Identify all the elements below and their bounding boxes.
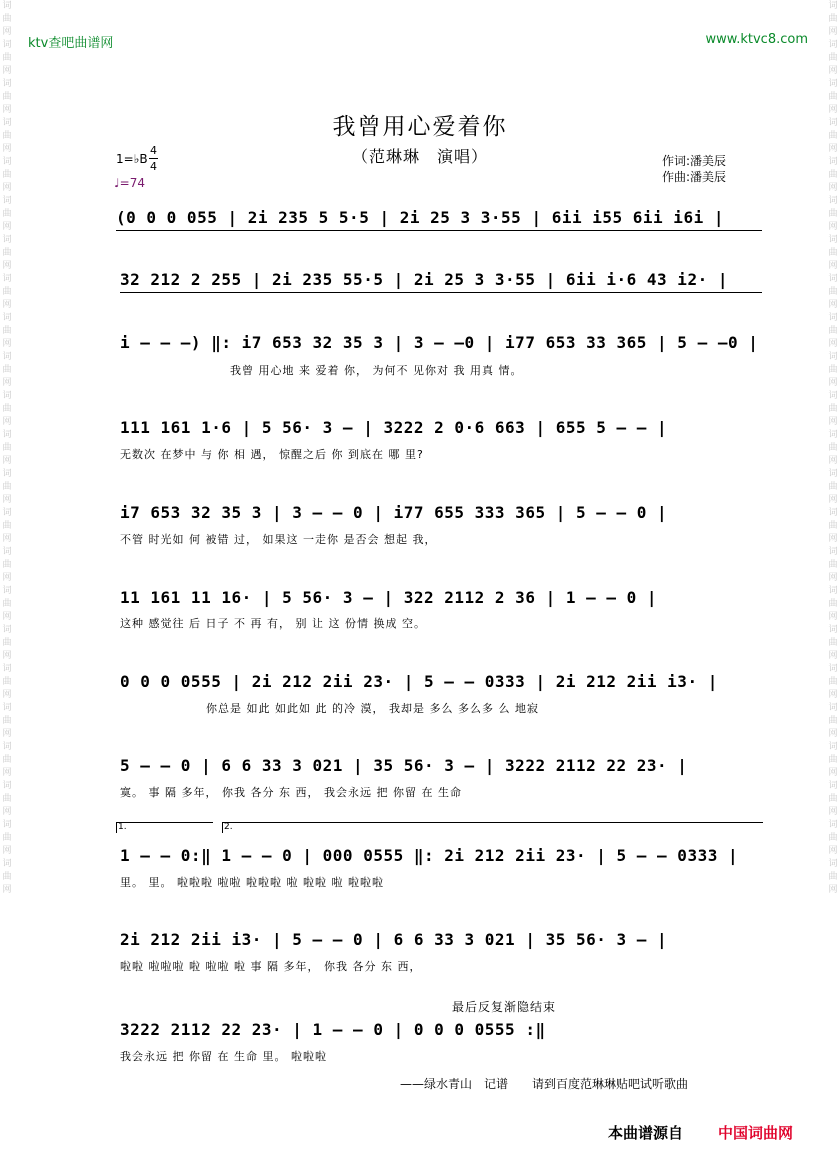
lyricist-credit: 作词:潘美辰 bbox=[662, 154, 727, 168]
score-row-7-notes: 0 0 0 0555 | 2i 212 2ii 23· | 5 – – 0333 | 2i 212 2ii i3· | bbox=[120, 672, 718, 691]
volta-1-label: 1. bbox=[118, 822, 127, 832]
score-row-6-lyrics: 这种 感觉往 后 日子 不 再 有， 别 让 这 份情 换成 空。 bbox=[120, 617, 426, 630]
score-row-3-lyrics: 我曾 用心地 来 爱着 你， 为何不 见你对 我 用真 情。 bbox=[230, 364, 523, 377]
composer-credit: 作曲:潘美辰 bbox=[662, 170, 727, 184]
score-row-8-lyrics: 寞。 事 隔 多年， 你我 各分 东 西， 我会永远 把 你留 在 生命 bbox=[120, 786, 462, 799]
time-signature-line bbox=[149, 158, 158, 159]
score-row-9-lyrics: 里。 里。 啦啦啦 啦啦 啦啦啦 啦 啦啦 啦 啦啦啦 bbox=[120, 876, 384, 889]
score-row-2-rule bbox=[120, 292, 762, 293]
song-title: 我曾用心爱着你 bbox=[332, 114, 508, 140]
score-row-11-notes: 3222 2112 22 23· | 1 – – 0 | 0 0 0 0555 :‖ bbox=[120, 1020, 546, 1039]
score-row-4-lyrics: 无数次 在梦中 与 你 相 遇， 惊醒之后 你 到底在 哪 里? bbox=[120, 448, 424, 461]
singer-line: （范琳琳 演唱） bbox=[351, 147, 488, 166]
score-row-10-lyrics: 啦啦 啦啦啦 啦 啦啦 啦 事 隔 多年， 你我 各分 东 西， bbox=[120, 960, 422, 973]
score-row-5-lyrics: 不管 时光如 何 被错 过， 如果这 一走你 是否会 想起 我， bbox=[120, 533, 437, 546]
key-signature: 1=♭B bbox=[116, 152, 148, 166]
header-site-left[interactable]: ktv查吧曲谱网 bbox=[28, 36, 114, 51]
score-row-11-lyrics: 我会永远 把 你留 在 生命 里。 啦啦啦 bbox=[120, 1050, 327, 1063]
volta-2-bracket bbox=[222, 822, 763, 833]
score-row-1-notes: (0 0 0 055 | 2i 235 5 5·5 | 2i 25 3 3·55 | 6ii i55 6ii i6i | bbox=[116, 208, 724, 227]
source-label: 本曲谱源自 bbox=[608, 1124, 684, 1142]
side-watermark-left: 词曲网词曲网词曲网词曲网词曲网词曲网词曲网词曲网词曲网词曲网词曲网词曲网词曲网词曲网词曲网词曲网词曲网词曲网词曲网词曲网词曲网词曲网词曲网 bbox=[2, 1, 12, 895]
source-site-link[interactable]: 中国词曲网 bbox=[718, 1124, 794, 1142]
score-row-10-notes: 2i 212 2ii i3· | 5 – – 0 | 6 6 33 3 021 | 35 56· 3 – | bbox=[120, 930, 668, 949]
time-signature-top: 4 bbox=[150, 144, 157, 157]
ending-instruction: 最后反复渐隐结束 bbox=[452, 1000, 557, 1014]
score-row-3-notes: i – – –) ‖: i7 653 32 35 3 | 3 – –0 | i77 653 33 365 | 5 – –0 | bbox=[120, 333, 759, 352]
score-row-6-notes: 11 161 11 16· | 5 56· 3 – | 322 2112 2 36 | 1 – – 0 | bbox=[120, 588, 658, 607]
tempo-mark: ♩=74 bbox=[114, 176, 145, 190]
score-row-8-notes: 5 – – 0 | 6 6 33 3 021 | 35 56· 3 – | 3222 2112 22 23· | bbox=[120, 756, 688, 775]
time-signature-bottom: 4 bbox=[150, 160, 157, 173]
score-row-2-notes: 32 212 2 255 | 2i 235 55·5 | 2i 25 3 3·55 | 6ii i·6 43 i2· | bbox=[120, 270, 728, 289]
volta-1-bracket bbox=[116, 822, 213, 833]
side-watermark-right: 词曲网词曲网词曲网词曲网词曲网词曲网词曲网词曲网词曲网词曲网词曲网词曲网词曲网词曲网词曲网词曲网词曲网词曲网词曲网词曲网词曲网词曲网词曲网 bbox=[828, 1, 838, 895]
score-row-5-notes: i7 653 32 35 3 | 3 – – 0 | i77 655 333 365 | 5 – – 0 | bbox=[120, 503, 668, 522]
score-row-9-notes: 1 – – 0:‖ 1 – – 0 | 000 0555 ‖: 2i 212 2ii 23· | 5 – – 0333 | bbox=[120, 846, 739, 865]
score-row-1-rule bbox=[116, 230, 762, 231]
volta-2-label: 2. bbox=[224, 822, 233, 832]
transcriber-note: ——绿水青山 记谱 请到百度范琳琳贴吧试听歌曲 bbox=[400, 1077, 689, 1091]
score-row-7-lyrics: 你总是 如此 如此如 此 的冷 漠， 我却是 多么 多么多 么 地寂 bbox=[206, 702, 539, 715]
header-site-right[interactable]: www.ktvc8.com bbox=[705, 32, 808, 47]
score-row-4-notes: 111 161 1·6 | 5 56· 3 – | 3222 2 0·6 663 | 655 5 – – | bbox=[120, 418, 668, 437]
